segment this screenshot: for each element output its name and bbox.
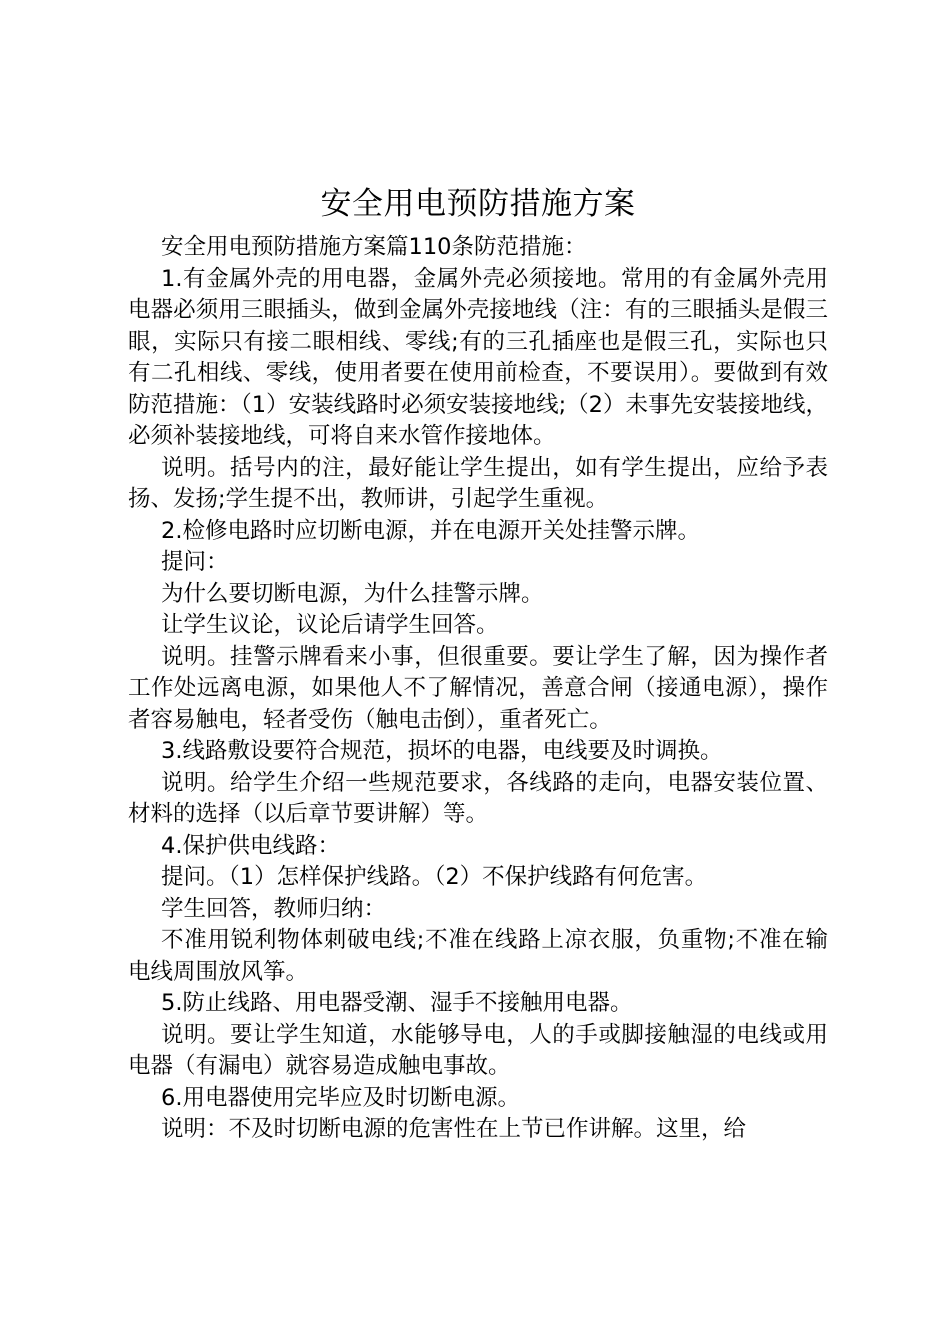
paragraph-question: 为什么要切断电源，为什么挂警示牌。 [161,580,544,607]
paragraph-note-5: 说明。要让学生知道，水能够导电，人的手或脚接触湿的电线或用电器（有漏电）就容易造成触电事故。 [128,1021,828,1079]
paragraph-measure-4: 4.保护供电线路： [161,832,340,859]
paragraph-measure-6: 6.用电器使用完毕应及时切断电源。 [161,1084,520,1111]
paragraph-question-label: 提问： [161,549,229,575]
paragraph-measure-2: 2.检修电路时应切断电源，并在电源开关处挂警示牌。 [161,517,700,544]
paragraph-note-3: 说明。给学生介绍一些规范要求，各线路的走向，电器安装位置、材料的选择（以后章节要讲解）等。 [128,769,828,827]
paragraph-note-2: 说明。挂警示牌看来小事，但很重要。要让学生了解，因为操作者工作处远离电源，如果他人不了解情况，善意合闸（接通电源），操作者容易触电，轻者受伤（触电击倒），重者死亡。 [128,643,828,733]
paragraph-measure-1: 1.有金属外壳的用电器，金属外壳必须接地。常用的有金属外壳用电器必须用三眼插头，做到金属外壳接地线（注：有的三眼插头是假三眼，实际只有接二眼相线、零线;有的三孔插座也是假三孔，实际也只有二孔相线、零线，使用者要在使用前检查，不要误用）。要做到有效防范措施：（1）安装线路时必须安装接地线;（2）未事先安装接地线，必须补装接地线，可将自来水管作接地体。 [128,265,828,449]
paragraph-measure-3: 3.线路敷设要符合规范，损坏的电器，电线要及时调换。 [161,738,723,764]
paragraph-question-2: 提问。（1）怎样保护线路。（2）不保护线路有何危害。 [161,864,708,890]
document-page [128,182,828,1146]
paragraph-measure-5: 5.防止线路、用电器受潮、湿手不接触用电器。 [161,990,633,1016]
paragraph-note-6: 说明：不及时切断电源的危害性在上节已作讲解。这里，给 [161,1116,747,1142]
paragraph-rules: 不准用锐利物体刺破电线;不准在线路上凉衣服，负重物;不准在输电线周围放风筝。 [128,927,828,985]
paragraph-intro: 安全用电预防措施方案篇110条防范措施： [161,234,587,260]
document-title: 安全用电预防措施方案 [320,186,636,222]
paragraph-summary: 学生回答，教师归纳： [161,895,387,922]
paragraph-discussion: 让学生议论，议论后请学生回答。 [161,612,499,638]
paragraph-note-1: 说明。括号内的注，最好能让学生提出，如有学生提出，应给予表扬、发扬;学生提不出，教师讲，引起学生重视。 [128,454,828,512]
